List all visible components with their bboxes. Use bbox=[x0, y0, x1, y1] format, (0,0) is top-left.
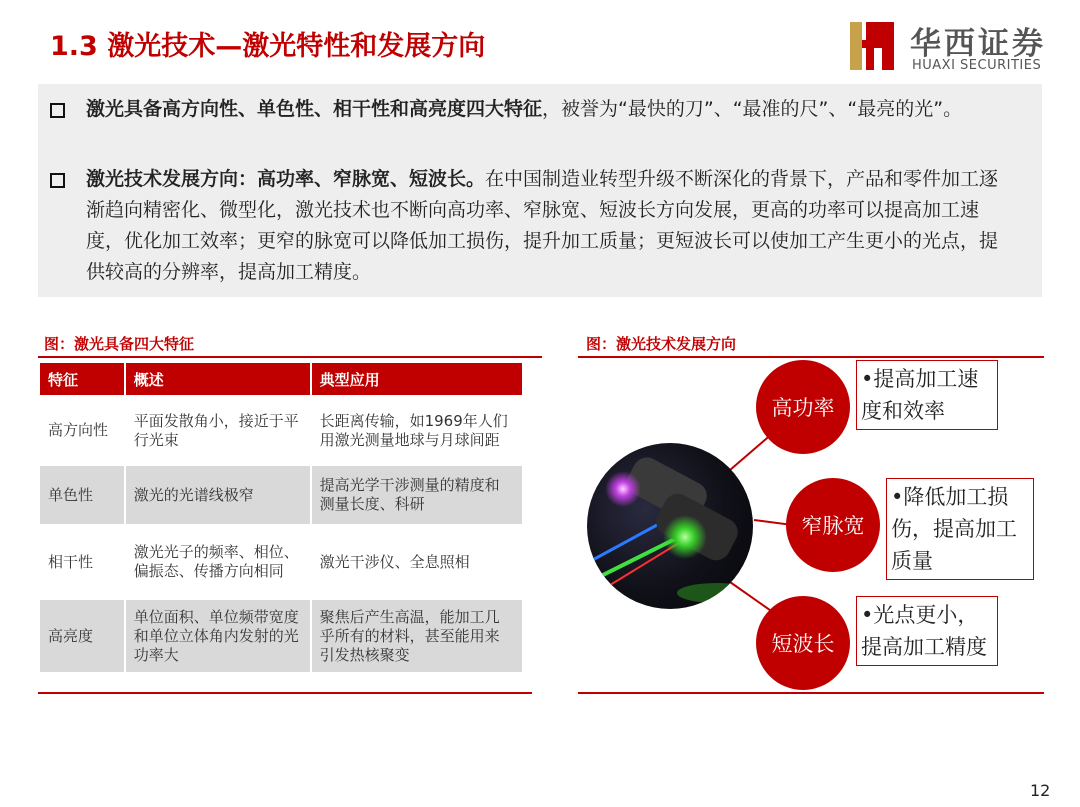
page-number: 12 bbox=[1030, 781, 1051, 800]
huaxi-logo-icon bbox=[846, 18, 898, 74]
node-short-wavelength: 短波长 bbox=[756, 596, 850, 690]
square-bullet-icon bbox=[50, 173, 65, 188]
node-narrow-pulse: 窄脉宽 bbox=[786, 478, 880, 572]
left-figure-bottom-rule bbox=[38, 692, 532, 694]
summary-box bbox=[38, 84, 1042, 297]
bullet-1-text: ，被誉为“最快的刀”、“最准的尺”、“最亮的光”。 bbox=[542, 98, 963, 120]
table-row bbox=[40, 600, 522, 672]
bullet-2-bold: 激光技术发展方向：高功率、窄脉宽、短波长。 bbox=[86, 168, 486, 190]
desc-box-narrow-pulse: •降低加工损伤，提高加工质量 bbox=[886, 478, 1034, 580]
table-cell: 单位面积、单位频带宽度和单位立体角内发射的光功率大 bbox=[126, 600, 310, 672]
bullet-1-bold: 激光具备高方向性、单色性、相干性和高亮度四大特征 bbox=[86, 98, 543, 120]
table-cell: 聚焦后产生高温，能加工几乎所有的材料，甚至能用来引发热核聚变 bbox=[312, 600, 522, 672]
table-cell: 激光干涉仪、全息照相 bbox=[312, 526, 522, 598]
table-cell: 长距离传输，如1969年人们用激光测量地球与月球间距 bbox=[312, 397, 522, 464]
table-cell: 激光光子的频率、相位、偏振态、传播方向相同 bbox=[126, 526, 310, 598]
right-caption-divider bbox=[578, 356, 1044, 358]
table-row bbox=[40, 526, 522, 598]
laser-beams-icon bbox=[587, 443, 753, 609]
summary-bullet-1 bbox=[50, 94, 1010, 125]
left-figure-caption: 图：激光具备四大特征 bbox=[44, 335, 195, 353]
table-row bbox=[40, 466, 522, 524]
logo-text-en: HUAXI SECURITIES bbox=[912, 58, 1042, 73]
right-figure-caption: 图：激光技术发展方向 bbox=[586, 335, 737, 353]
right-figure-bottom-rule bbox=[578, 692, 1044, 694]
square-bullet-icon bbox=[50, 103, 65, 118]
table-cell: 高方向性 bbox=[40, 397, 124, 464]
table-cell: 平面发散角小，接近于平行光束 bbox=[126, 397, 310, 464]
table-cell: 单色性 bbox=[40, 466, 124, 524]
table-cell: 高亮度 bbox=[40, 600, 124, 672]
left-caption-divider bbox=[38, 356, 542, 358]
logo-text-cn: 华西证券 bbox=[910, 26, 1046, 62]
table-header-cell: 概述 bbox=[126, 363, 310, 395]
table-header-row bbox=[40, 363, 522, 395]
table-cell: 相干性 bbox=[40, 526, 124, 598]
page-title: 1.3 激光技术—激光特性和发展方向 bbox=[50, 31, 486, 62]
summary-bullet-2 bbox=[50, 164, 1010, 288]
features-table bbox=[38, 361, 524, 674]
desc-box-short-wavelength: •光点更小，提高加工精度 bbox=[856, 596, 998, 666]
desc-box-high-power: •提高加工速度和效率 bbox=[856, 360, 998, 430]
company-logo bbox=[846, 18, 1061, 78]
table-cell: 激光的光谱线极窄 bbox=[126, 466, 310, 524]
table-cell: 提高光学干涉测量的精度和测量长度、科研 bbox=[312, 466, 522, 524]
node-high-power: 高功率 bbox=[756, 360, 850, 454]
bullet-2-text: 在中国制造业转型升级不断深化的背景下，产品和零件加工逐渐趋向精密化、微型化，激光技术也不断向高功率、窄脉宽、短波长方向发展，更高的功率可以提高加工速度，优化加工效率；更窄的脉宽可以降低加工损伤，提升加工质量；更短波长可以使加工产生更小的光点，提供较高的分辨率，提高加工精度。 bbox=[86, 168, 999, 283]
table-header-cell: 特征 bbox=[40, 363, 124, 395]
laser-photo-image bbox=[587, 443, 753, 609]
table-header-cell: 典型应用 bbox=[312, 363, 522, 395]
table-row bbox=[40, 397, 522, 464]
